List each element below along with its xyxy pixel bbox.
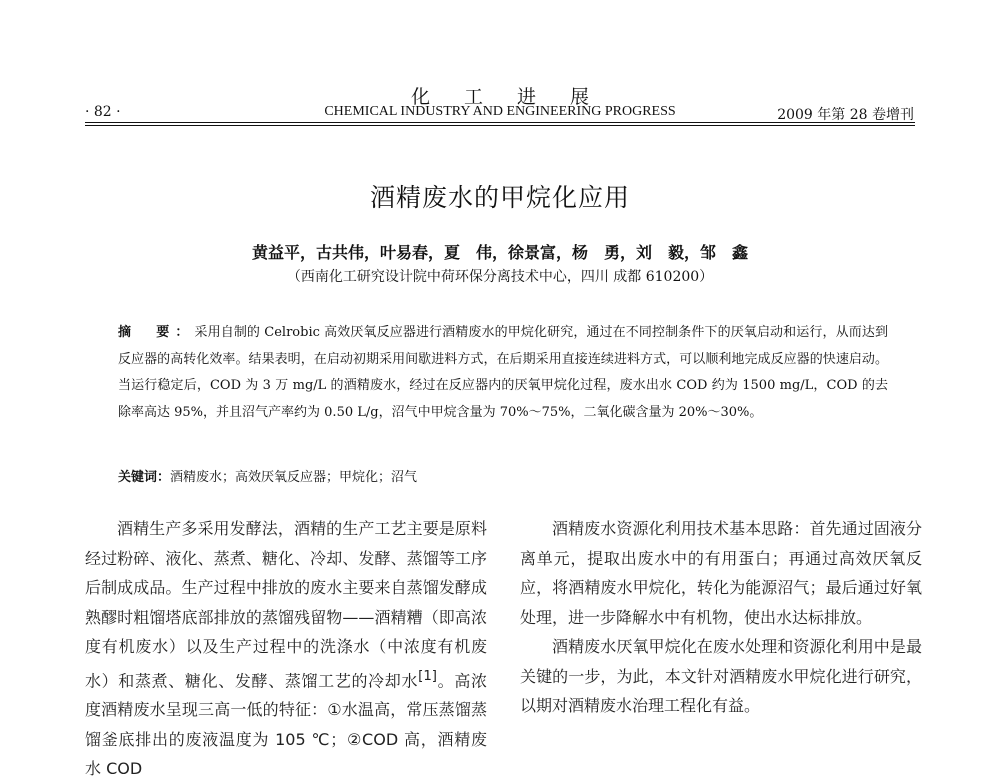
article-affiliation: （西南化工研究设计院中荷环保分离技术中心，四川 成都 610200） bbox=[286, 269, 714, 285]
journal-title-cn: 化工进展 bbox=[410, 86, 623, 108]
body-paragraph: 酒精废水资源化利用技术基本思路：首先通过固液分离单元，提取出废水中的有用蛋白；再通过高效厌氧反应，将酒精废水甲烷化，转化为能源沼气；最后通过好氧处理，进一步降解水中有机物，使出水达标排放。 bbox=[520, 519, 922, 627]
article-authors: 黄益平，古共伟，叶易春，夏 伟，徐景富，杨 勇，刘 毅，邹 鑫 bbox=[251, 243, 748, 262]
body-text: 。高浓度酒精废水呈现三高一低的特征：①水温高，常压蒸馏蒸馏釜底排出的废液温度为 105 ℃；②COD 高，酒精废水 COD bbox=[85, 670, 487, 779]
keywords-text: 酒精废水；高效厌氧反应器；甲烷化；沼气 bbox=[170, 470, 418, 485]
body-text: 酒精生产多采用发酵法，酒精的生产工艺主要是原料经过粉碎、液化、蒸煮、糖化、冷却、发酵、蒸馏等工序后制成成品。生产过程中排放的废水主要来自蒸馏发酵成熟醪时粗馏塔底部排放的蒸馏残留物——酒精糟（即高浓度有机废水）以及生产过程中的洗涤水（中浓度有机废水）和蒸煮、糖化、发酵、蒸馏工艺的冷却水 bbox=[85, 519, 487, 690]
body-paragraph: 酒精废水厌氧甲烷化在废水处理和资源化利用中是最关键的一步，为此，本文针对酒精废水甲烷化进行研究，以期对酒精废水治理工程化有益。 bbox=[520, 637, 922, 715]
abstract-label: 摘 要： bbox=[118, 325, 195, 340]
citation-ref[interactable]: [1] bbox=[418, 668, 438, 684]
page-number: · 82 · bbox=[85, 104, 121, 120]
header-rule-top bbox=[85, 122, 915, 123]
body-column-right bbox=[520, 514, 922, 721]
journal-title-en: CHEMICAL INDUSTRY AND ENGINEERING PROGRESS bbox=[324, 104, 676, 119]
body-column-left bbox=[85, 514, 487, 784]
keywords bbox=[118, 466, 417, 485]
abstract bbox=[118, 320, 888, 426]
abstract-text: 采用自制的 Celrobic 高效厌氧反应器进行酒精废水的甲烷化研究，通过在不同控制条件下的厌氧启动和运行，从而达到反应器的高转化效率。结果表明，在启动初期采用间歇进料方式，在后期采用直接连续进料方式，可以顺利地完成反应器的快速启动。当运行稳定后，COD 为 3 万 mg/L 的酒精废水，经过在反应器内的厌氧甲烷化过程，废水出水 COD 约为 1500 mg/L，COD 的去除率高达 95%，并且沼气产率约为 0.50 L/g，沼气中甲烷含量为 70%～75%，二氧化碳含量为 20%～30%。 bbox=[118, 325, 888, 420]
body-paragraph bbox=[85, 514, 487, 784]
article-title: 酒精废水的甲烷化应用 bbox=[369, 183, 630, 212]
keywords-label: 关键词： bbox=[118, 470, 171, 485]
issue-info: 2009 年第 28 卷增刊 bbox=[777, 107, 914, 123]
header-rule-bottom bbox=[85, 125, 915, 126]
